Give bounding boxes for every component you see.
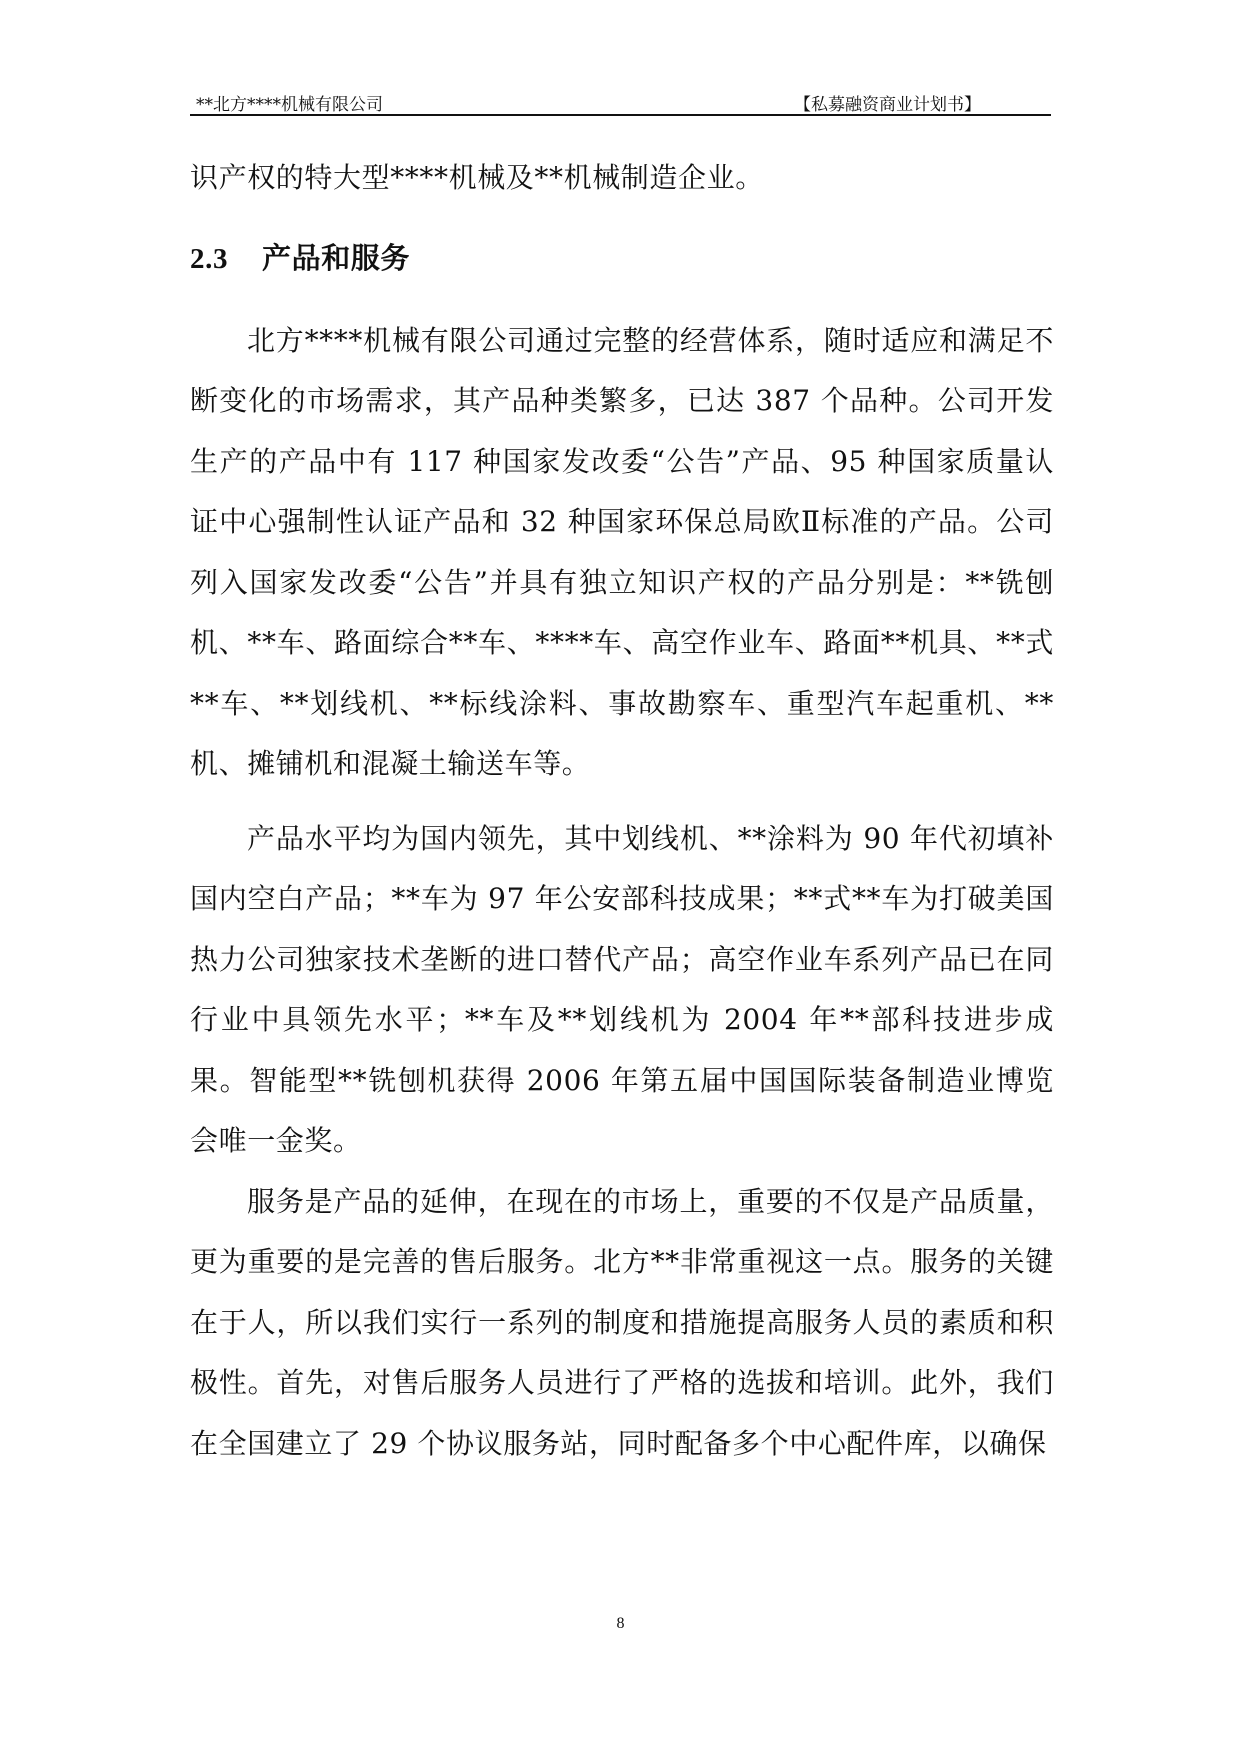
- paragraph-products: 北方****机械有限公司通过完整的经营体系，随时适应和满足不断变化的市场需求，其产品种类繁多，已达 387 个品种。公司开发生产的产品中有 117 种国家发改委“公告”产品、95 种国家质量认证中心强制性认证产品和 32 种国家环保总局欧Ⅱ标准的产品。公司列入国家发改委“公告”并具有独立知识产权的产品分别是：**铣刨机、**车、路面综合**车、****车、高空作业车、路面**机具、**式**车、**划线机、**标线涂料、事故勘察车、重型汽车起重机、**机、摊铺机和混凝土输送车等。: [190, 323, 1054, 780]
- header-document-type: 【私募融资商业计划书】: [794, 95, 981, 115]
- section-heading: [190, 209, 1054, 311]
- paragraph-service: 服务是产品的延伸，在现在的市场上，重要的不仅是产品质量，更为重要的是完善的售后服务。北方**非常重视这一点。服务的关键在于人，所以我们实行一系列的制度和措施提高服务人员的素质和积极性。首先，对售后服务人员进行了严格的选拔和培训。此外，我们在全国建立了 29 个协议服务站，同时配备多个中心配件库，以确保: [190, 1184, 1054, 1460]
- page-header: [190, 88, 1051, 116]
- document-body: [190, 148, 1054, 1474]
- header-company-name: **北方****机械有限公司: [196, 95, 383, 115]
- section-number: 2.3: [190, 242, 229, 275]
- section-title: 产品和服务: [262, 240, 411, 275]
- paragraph-product-level: 产品水平均为国内领先，其中划线机、**涂料为 90 年代初填补国内空白产品；**车为 97 年公安部科技成果；**式**车为打破美国热力公司独家技术垄断的进口替代产品；高空作业车系列产品已在同行业中具领先水平；**车及**划线机为 2004 年**部科技进步成果。智能型**铣刨机获得 2006 年第五届中国国际装备制造业博览会唯一金奖。: [190, 821, 1054, 1157]
- continuation-paragraph: 识产权的特大型****机械及**机械制造企业。: [190, 161, 764, 194]
- page-number: 8: [616, 1615, 625, 1632]
